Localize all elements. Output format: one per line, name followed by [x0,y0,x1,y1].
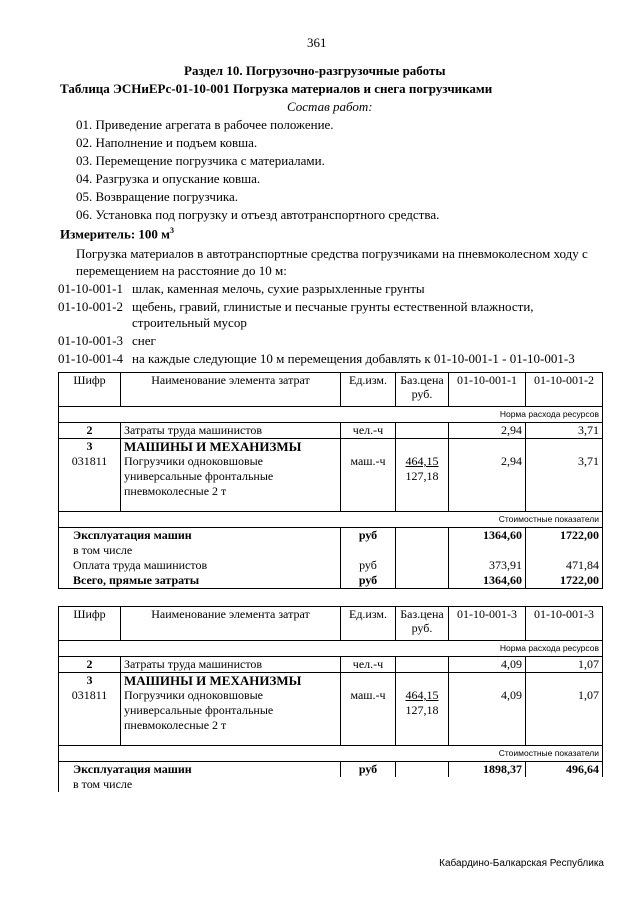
row-code: 2 [59,657,121,673]
table-row [59,439,603,455]
cost-label: Стоимостные показатели [59,745,603,761]
table-title: Таблица ЭСНиЕРс-01-10-001 Погрузка материалов и снега погрузчиками [60,81,493,96]
work-step: 04. Разгрузка и опускание ковша. [76,171,261,186]
row-value-2: 1,07 [526,688,603,733]
table-row [59,558,603,573]
row-value-2: 1722,00 [526,527,603,543]
section-title: Раздел 10. Погрузочно-разгрузочные работы [184,63,446,78]
header-price-line1: Баз.цена [400,373,444,387]
row-name: в том числе [59,777,341,792]
row-value-1: 2,94 [449,454,526,499]
table-row [59,423,603,439]
row-name: Затраты труда машинистов [121,657,341,673]
row-name-line: универсальные фронтальные [124,703,274,717]
row-name [121,454,341,499]
description-line: перемещением на расстояние до 10 м: [76,263,287,278]
row-code: 031811 [59,454,121,499]
description-line: Погрузка материалов в автотранспортные средства погрузчиками на пневмоколесном ходу с [76,246,588,261]
table-row [59,688,603,733]
header-code: Шифр [59,373,121,407]
row-value-1: 4,09 [449,657,526,673]
code-label: 01-10-001-3 [58,333,123,348]
cost-label: Стоимостные показатели [59,511,603,527]
row-unit: маш.-ч [341,688,396,733]
work-step: 03. Перемещение погрузчика с материалами. [76,153,325,168]
row-name: Оплата труда машинистов [59,558,341,573]
row-name-line: Погрузчики одноковшовые [124,688,264,702]
code-text: щебень, гравий, глинистые и песчаные грунты естественной влажности, [132,299,534,314]
row-name-line: Погрузчики одноковшовые [124,454,264,468]
header-code: Шифр [59,607,121,641]
row-price-line2: 127,18 [405,703,439,717]
code-label: 01-10-001-4 [58,351,123,366]
header-price-line2: руб. [411,387,433,401]
row-name [121,688,341,733]
row-name: МАШИНЫ И МЕХАНИЗМЫ [121,439,341,455]
row-code: 3 [59,439,121,455]
row-value-2: 471,84 [526,558,603,573]
row-unit: чел.-ч [341,657,396,673]
table-row [59,454,603,499]
header-col1: 01-10-001-3 [449,607,526,641]
row-unit: руб [341,527,396,543]
code-text-cont: строительный мусор [132,315,247,330]
row-name: МАШИНЫ И МЕХАНИЗМЫ [121,673,341,689]
code-text: шлак, каменная мелочь, сухие разрыхленные грунты [132,281,425,296]
table-row [59,777,603,792]
row-value-1: 4,09 [449,688,526,733]
row-unit: руб [341,573,396,589]
work-step: 06. Установка под погрузку и отъезд автотранспортного средства. [76,207,440,222]
row-value-1: 1364,60 [449,573,526,589]
row-value-1: 2,94 [449,423,526,439]
row-code: 031811 [59,688,121,733]
header-unit: Ед.изм. [341,607,396,641]
header-col2: 01-10-001-2 [526,373,603,407]
composition-title: Состав работ: [287,99,373,114]
table-row [59,657,603,673]
code-label: 01-10-001-1 [58,281,123,296]
code-text: снег [132,333,156,348]
row-value-2: 496,64 [526,761,603,777]
row-value-2: 3,71 [526,423,603,439]
page-number: 361 [307,35,327,50]
row-value-2: 3,71 [526,454,603,499]
table-row [59,673,603,689]
row-unit: маш.-ч [341,454,396,499]
row-name: Эксплуатация машин [59,527,341,543]
measurer-sup: 3 [170,226,175,235]
row-code: 3 [59,673,121,689]
header-price-line2: руб. [411,621,433,635]
norm-label: Норма расхода ресурсов [59,641,603,657]
row-unit: руб [341,558,396,573]
row-unit: руб [341,761,396,777]
header-name: Наименование элемента затрат [121,607,341,641]
table-row [59,527,603,543]
row-name: в том числе [59,543,341,558]
work-step: 01. Приведение агрегата в рабочее положение. [76,117,334,132]
row-price [396,688,449,733]
norm-label: Норма расхода ресурсов [59,407,603,423]
row-name-line: универсальные фронтальные [124,469,274,483]
row-value-2: 1,07 [526,657,603,673]
header-price-line1: Баз.цена [400,607,444,621]
row-unit: чел.-ч [341,423,396,439]
row-price [396,454,449,499]
row-name: Затраты труда машинистов [121,423,341,439]
footer-region: Кабардино-Балкарская Республика [439,858,604,869]
work-step: 05. Возвращение погрузчика. [76,189,239,204]
row-value-1: 1364,60 [449,527,526,543]
row-value-1: 1898,37 [449,761,526,777]
row-name-line: пневмоколесные 2 т [124,718,227,732]
code-label: 01-10-001-2 [58,299,123,314]
header-price [396,607,449,641]
row-price-line1: 464,15 [405,688,439,702]
row-code: 2 [59,423,121,439]
resource-table-1 [58,372,603,589]
header-price [396,373,449,407]
resource-table-2 [58,606,603,792]
table-row [59,573,603,589]
work-step: 02. Наполнение и подъем ковша. [76,135,258,150]
row-value-2: 1722,00 [526,573,603,589]
header-name: Наименование элемента затрат [121,373,341,407]
row-name: Эксплуатация машин [59,761,341,777]
header-col2: 01-10-001-3 [526,607,603,641]
table-row [59,761,603,777]
code-text: на каждые следующие 10 м перемещения добавлять к 01-10-001-1 - 01-10-001-3 [132,351,575,366]
table-row [59,543,603,558]
row-price-line1: 464,15 [405,454,439,468]
row-name: Всего, прямые затраты [59,573,341,589]
header-unit: Ед.изм. [341,373,396,407]
measurer [60,226,174,242]
row-value-1: 373,91 [449,558,526,573]
header-col1: 01-10-001-1 [449,373,526,407]
row-price-line2: 127,18 [405,469,439,483]
measurer-label: Измеритель: 100 м [60,226,171,242]
row-name-line: пневмоколесные 2 т [124,484,227,498]
